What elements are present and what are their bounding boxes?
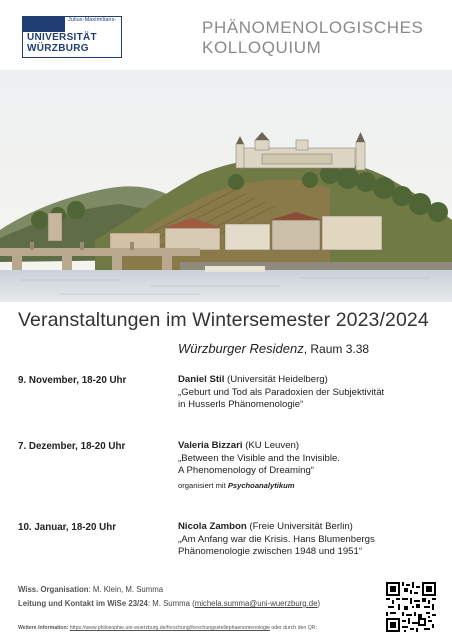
event-title-line: A Phenomenology of Dreaming“	[178, 465, 314, 477]
info-url-link[interactable]: https://www.philosophie.uni-wuerzburg.de/forschung/forschungsstellephaenomenologie	[69, 625, 270, 631]
event-title-line: „Am Anfang war die Krisis. Hans Blumenbergs	[178, 533, 375, 545]
event-talk	[178, 374, 443, 412]
event-affiliation: (Freie Universität Berlin)	[246, 521, 353, 532]
event-note-partner: Psychoanalytikum	[227, 480, 295, 490]
event-cooperation-note	[178, 480, 443, 493]
organisation-line	[18, 585, 163, 594]
logo-line-1: UNIVERSITÄT	[27, 32, 97, 43]
city-photo	[0, 70, 452, 302]
organisation-label: Wiss. Organisation	[18, 585, 89, 594]
event-date: 7. Dezember, 18-20 Uhr	[18, 441, 126, 452]
qr-code[interactable]	[386, 582, 436, 632]
event-affiliation: (KU Leuven)	[242, 440, 300, 451]
event-speaker: Daniel Stil	[178, 374, 225, 385]
event-talk	[178, 440, 443, 492]
event-date: 9. November, 18-20 Uhr	[18, 375, 127, 386]
event-talk	[178, 521, 443, 559]
university-logo	[22, 16, 124, 60]
event-title-line: „Geburt und Tod als Paradoxien der Subjektivität	[178, 386, 385, 398]
event-affiliation: (Universität Heidelberg)	[224, 374, 328, 385]
contact-close: )	[317, 599, 321, 608]
event-speaker: Nicola Zambon	[178, 521, 247, 532]
event-series-headline: Veranstaltungen im Wintersemester 2023/2024	[18, 309, 429, 331]
contact-email-link[interactable]: michela.summa@uni-wuerzburg.de	[194, 599, 318, 608]
event-note-prefix: organisiert mit	[178, 480, 228, 490]
event-title-line: „Between the Visible and the Invisible.	[178, 452, 340, 464]
organisation-value: : M. Klein, M. Summa	[88, 585, 164, 594]
venue-room: , Raum 3.38	[303, 342, 370, 356]
info-label: Weitere Information:	[18, 625, 70, 631]
info-suffix: oder durch den QR:	[269, 625, 317, 631]
logo-subline: Julius-Maximilians-	[68, 17, 117, 23]
venue-place: Würzburger Residenz	[178, 341, 304, 356]
series-title	[202, 18, 442, 58]
venue	[178, 341, 369, 356]
series-title-line-1: PHÄNOMENOLOGISCHES	[202, 18, 424, 37]
logo-line-2: WÜRZBURG	[27, 43, 89, 54]
event-title-line: Phänomenologie zwischen 1948 und 1951“	[178, 546, 363, 558]
logo-corner-block	[22, 16, 65, 32]
contact-line	[18, 599, 320, 608]
info-line	[18, 625, 317, 631]
contact-value: : M. Summa (	[147, 599, 195, 608]
series-title-line-2: KOLLOQUIUM	[202, 38, 322, 57]
event-title-line: in Husserls Phänomenologie“	[178, 399, 304, 411]
contact-label: Leitung und Kontakt im WiSe 23/24	[18, 599, 148, 608]
event-speaker: Valeria Bizzari	[178, 440, 243, 451]
event-date: 10. Januar, 18-20 Uhr	[18, 522, 117, 533]
